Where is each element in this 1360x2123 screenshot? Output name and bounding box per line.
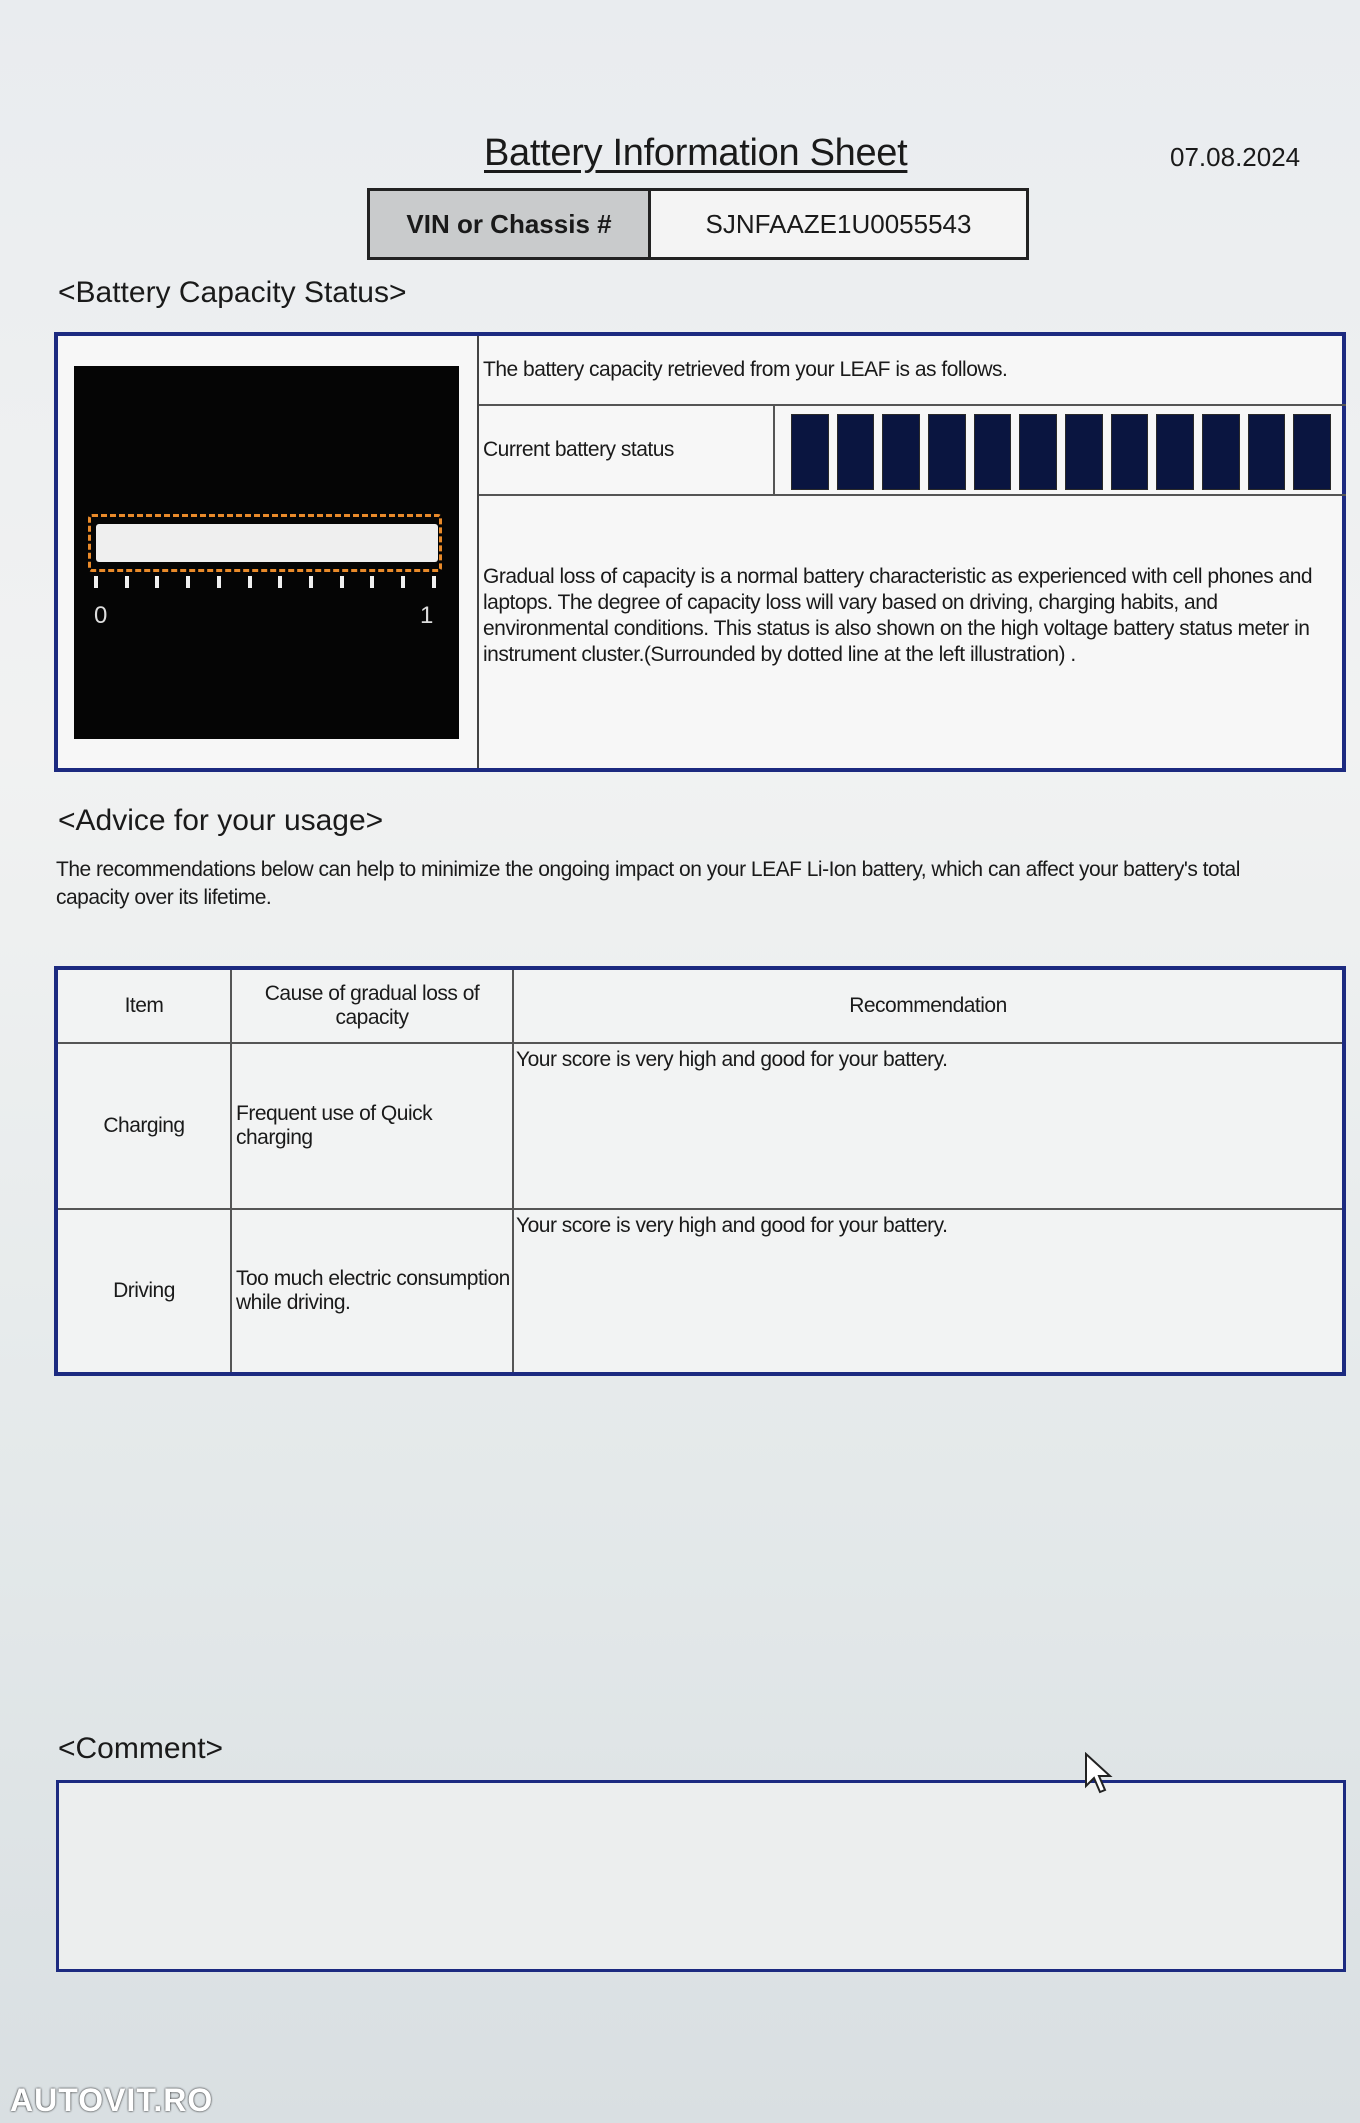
table-divider: [512, 970, 514, 1372]
header-recommendation: Recommendation: [849, 994, 1007, 1017]
meter-tick: [278, 576, 282, 588]
table-divider: [58, 1208, 1342, 1210]
battery-status-segments: [791, 414, 1331, 490]
battery-status-segment: [1019, 414, 1057, 490]
row-charging-recommendation: Your score is very high and good for your battery.: [516, 1048, 948, 1071]
capacity-intro: The battery capacity retrieved from your LEAF is as follows.: [479, 336, 1346, 406]
battery-status-segment: [1065, 414, 1103, 490]
meter-tick: [432, 576, 436, 588]
battery-status-segment: [1248, 414, 1286, 490]
advice-table: [54, 966, 1346, 1376]
meter-tick: [370, 576, 374, 588]
meter-tick: [401, 576, 405, 588]
page-title: Battery Information Sheet: [484, 132, 908, 174]
battery-status-segment: [882, 414, 920, 490]
row-driving-item: Driving: [113, 1279, 175, 1302]
meter-tick: [340, 576, 344, 588]
meter-tick: [125, 576, 129, 588]
row-driving-recommendation: Your score is very high and good for your battery.: [516, 1214, 948, 1237]
battery-meter-illustration: [74, 366, 459, 739]
header-cause: Cause of gradual loss of capacity: [264, 982, 480, 1029]
report-date: 07.08.2024: [1170, 142, 1301, 172]
meter-tick: [248, 576, 252, 588]
capacity-description: Gradual loss of capacity is a normal battery characteristic as experienced with cell phones and laptops. The degree of capacity loss will vary based on driving, charging habits, and environmental conditions. This status is also shown on the high voltage battery status meter in instrument cluster.(Surrounded by dotted line at the left illustration) .: [483, 565, 1313, 666]
meter-tick: [217, 576, 221, 588]
row-charging-item: Charging: [103, 1114, 185, 1137]
meter-min-label: 0: [94, 602, 108, 629]
header-item: Item: [124, 994, 164, 1017]
battery-status-label: Current battery status: [479, 406, 775, 494]
vin-label: VIN or Chassis #: [370, 191, 651, 257]
battery-status-segment: [1202, 414, 1240, 490]
vin-value: SJNFAAZE1U0055543: [651, 191, 1026, 257]
battery-status-segment: [1293, 414, 1331, 490]
advice-intro: The recommendations below can help to minimize the ongoing impact on your LEAF Li-Ion battery, which can affect your battery's total capacity over its lifetime.: [56, 858, 1240, 909]
watermark: AUTOVIT.RO: [10, 2082, 214, 2118]
comment-box: [56, 1780, 1346, 1972]
table-divider: [230, 970, 232, 1372]
row-charging-cause: Frequent use of Quick charging: [236, 1102, 433, 1149]
vin-box: [367, 188, 1029, 260]
battery-status-segment: [974, 414, 1012, 490]
battery-status-row: [479, 406, 1346, 496]
meter-tick: [94, 576, 98, 588]
battery-status-segment: [1111, 414, 1149, 490]
meter-tick: [309, 576, 313, 588]
meter-ticks: [94, 576, 436, 588]
row-driving-cause: Too much electric consumption while driving.: [236, 1267, 510, 1314]
mouse-cursor-icon: [1084, 1752, 1114, 1801]
battery-capacity-heading: <Battery Capacity Status>: [58, 276, 407, 309]
comment-heading: <Comment>: [58, 1732, 224, 1765]
battery-status-segment: [837, 414, 875, 490]
table-divider: [58, 1042, 1342, 1044]
battery-status-segment: [928, 414, 966, 490]
battery-status-segment: [791, 414, 829, 490]
meter-max-label: 1: [420, 602, 434, 629]
meter-dotted-outline: [88, 514, 442, 572]
battery-status-segment: [1156, 414, 1194, 490]
battery-capacity-panel: [54, 332, 1346, 772]
advice-heading: <Advice for your usage>: [58, 804, 384, 837]
meter-tick: [186, 576, 190, 588]
meter-tick: [155, 576, 159, 588]
